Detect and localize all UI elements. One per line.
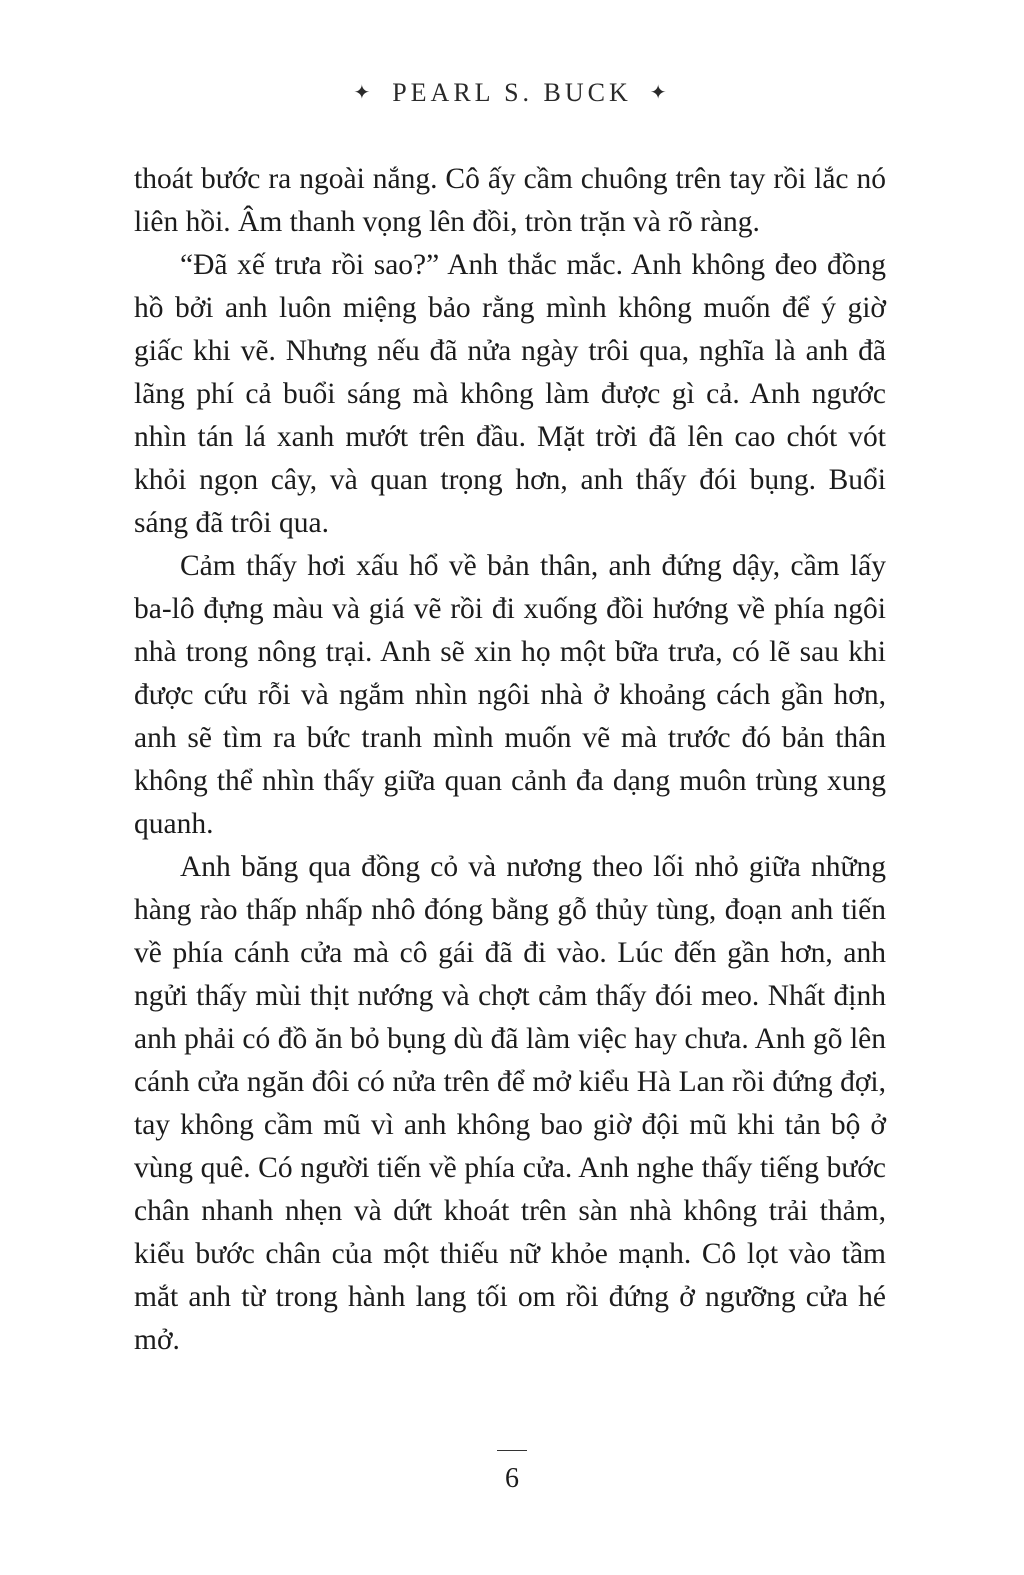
- paragraph-3: Cảm thấy hơi xấu hổ về bản thân, anh đứng dậy, cầm lấy ba-lô đựng màu và giá vẽ rồi đi xuống đồi hướng về phía ngôi nhà trong nông trại. Anh sẽ xin họ một bữa trưa, có lẽ sau khi được cứu rỗi và ngắm nhìn ngôi nhà ở khoảng cách gần hơn, anh sẽ tìm ra bức tranh mình muốn vẽ mà trước đó bản thân không thể nhìn thấy giữa quan cảnh đa dạng muôn trùng xung quanh.: [134, 550, 886, 840]
- running-header: [0, 78, 1024, 108]
- paragraph-4: Anh băng qua đồng cỏ và nương theo lối nhỏ giữa những hàng rào thấp nhấp nhô đóng bằng gỗ thủy tùng, đoạn anh tiến về phía cánh cửa mà cô gái đã đi vào. Lúc đến gần hơn, anh ngửi thấy mùi thịt nướng và chợt cảm thấy đói meo. Nhất định anh phải có đồ ăn bỏ bụng dù đã làm việc hay chưa. Anh gõ lên cánh cửa ngăn đôi có nửa trên để mở kiểu Hà Lan rồi đứng đợi, tay không cầm mũ vì anh không bao giờ đội mũ khi tản bộ ở vùng quê. Có người tiến về phía cửa. Anh nghe thấy tiếng bước chân nhanh nhẹn và dứt khoát trên sàn nhà không trải thảm, kiểu bước chân của một thiếu nữ khỏe mạnh. Cô lọt vào tầm mắt anh từ trong hành lang tối om rồi đứng ở ngưỡng cửa hé mở.: [134, 851, 886, 1356]
- paragraph-2: “Đã xế trưa rồi sao?” Anh thắc mắc. Anh không đeo đồng hồ bởi anh luôn miệng bảo rằng mình không muốn để ý giờ giấc khi vẽ. Nhưng nếu đã nửa ngày trôi qua, nghĩa là anh đã lãng phí cả buổi sáng mà không làm được gì cả. Anh ngước nhìn tán lá xanh mướt trên đầu. Mặt trời đã lên cao chót vót khỏi ngọn cây, và quan trọng hơn, anh thấy đói bụng. Buổi sáng đã trôi qua.: [134, 249, 886, 539]
- body-text: [134, 158, 886, 1362]
- page-number: 6: [505, 1463, 519, 1494]
- author-name: PEARL S. BUCK: [392, 78, 632, 107]
- paragraph-1: thoát bước ra ngoài nắng. Cô ấy cầm chuông trên tay rồi lắc nó liên hồi. Âm thanh vọng lên đồi, tròn trặn và rõ ràng.: [134, 163, 886, 238]
- page-footer: [0, 1450, 1024, 1495]
- ornament-right-icon: ✦: [649, 82, 671, 104]
- ornament-left-icon: ✦: [353, 82, 375, 104]
- page-number-rule: [497, 1450, 527, 1451]
